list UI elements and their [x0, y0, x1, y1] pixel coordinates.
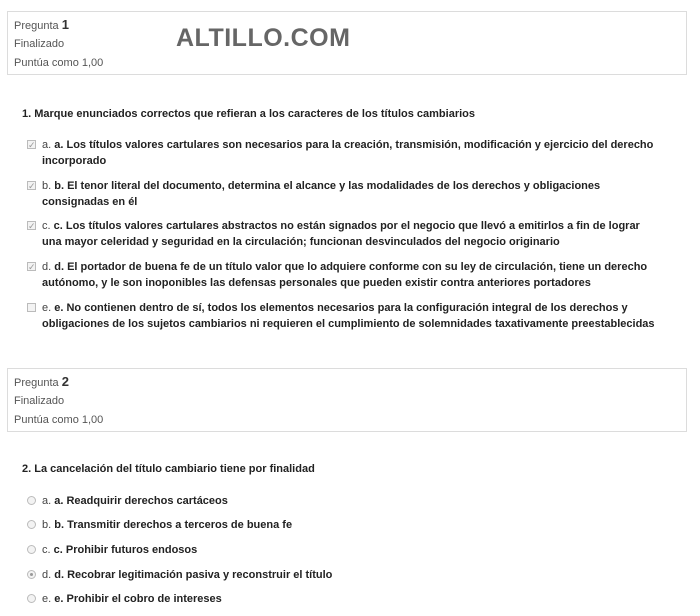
option-letter: a. [42, 495, 52, 507]
option-letter: b. [42, 180, 52, 192]
radio-button[interactable] [27, 520, 36, 529]
option-text [42, 493, 662, 509]
option-text [42, 542, 662, 558]
option-text [42, 137, 662, 169]
option-label: e. Prohibir el cobro de intereses [54, 593, 222, 605]
option-label: b. Transmitir derechos a terceros de buena fe [54, 519, 293, 531]
question-1-points: Puntúa como 1,00 [14, 57, 104, 69]
option-text [42, 517, 662, 533]
option-letter: a. [42, 139, 52, 151]
option-letter: b. [42, 519, 52, 531]
question-label: Pregunta [14, 377, 59, 389]
question-2-text: 2. La cancelación del título cambiario tiene por finalidad [22, 463, 315, 475]
question-number: 1 [61, 17, 69, 32]
question-2-points: Puntúa como 1,00 [14, 414, 104, 426]
question-1-number [14, 17, 69, 32]
radio-button[interactable] [27, 496, 36, 505]
option-text [42, 259, 662, 291]
question-1-status: Finalizado [14, 38, 65, 50]
question-2-info [7, 368, 687, 432]
question-label: Pregunta [14, 20, 59, 32]
question-1-text: 1. Marque enunciados correctos que refieran a los caracteres de los títulos cambiarios [22, 108, 475, 120]
option-text [42, 218, 662, 250]
checkbox-checked[interactable] [27, 221, 36, 230]
option-text [42, 567, 662, 583]
checkbox-checked[interactable] [27, 262, 36, 271]
option-letter: c. [42, 544, 51, 556]
question-2-number [14, 374, 69, 389]
checkbox-unchecked[interactable] [27, 303, 36, 312]
option-text [42, 591, 662, 607]
option-label: c. Los títulos valores cartulares abstractos no están signados por el negocio que llevó a emitirlos a fin de lograr una mayor celeridad y seguridad en la circulación; funcionan desvinculados del negocio originario [42, 220, 640, 248]
option-label: c. Prohibir futuros endosos [53, 544, 198, 556]
option-letter: c. [42, 220, 51, 232]
option-label: b. El tenor literal del documento, determina el alcance y las modalidades de los derechos y obligaciones consignadas en él [42, 180, 601, 208]
option-label: d. Recobrar legitimación pasiva y reconstruir el título [54, 569, 333, 581]
checkbox-checked[interactable] [27, 140, 36, 149]
option-letter: e. [42, 302, 52, 314]
option-label: d. El portador de buena fe de un título valor que lo adquiere conforme con su ley de circulación, tiene un derecho autónomo, y le son inoponibles las defensas personales que pueden existir contra anteriores portadores [42, 261, 648, 289]
checkbox-checked[interactable] [27, 181, 36, 190]
radio-button-selected[interactable] [27, 570, 36, 579]
radio-button[interactable] [27, 545, 36, 554]
option-text [42, 178, 662, 210]
watermark-logo: ALTILLO.COM [176, 24, 351, 52]
option-label: e. No contienen dentro de sí, todos los elementos necesarios para la configuración integral de los derechos y obligaciones de los sujetos cambiarios ni requieren el cumplimiento de solemnidades taxativamente preestablecidas [42, 302, 655, 330]
option-label: a. Readquirir derechos cartáceos [54, 495, 228, 507]
option-letter: e. [42, 593, 52, 605]
question-2-status: Finalizado [14, 395, 65, 407]
option-letter: d. [42, 569, 52, 581]
option-text [42, 300, 662, 332]
option-letter: d. [42, 261, 52, 273]
option-label: a. Los títulos valores cartulares son necesarios para la creación, transmisión, modificación y ejercicio del derecho incorporado [42, 139, 654, 167]
radio-button[interactable] [27, 594, 36, 603]
question-number: 2 [61, 374, 69, 389]
